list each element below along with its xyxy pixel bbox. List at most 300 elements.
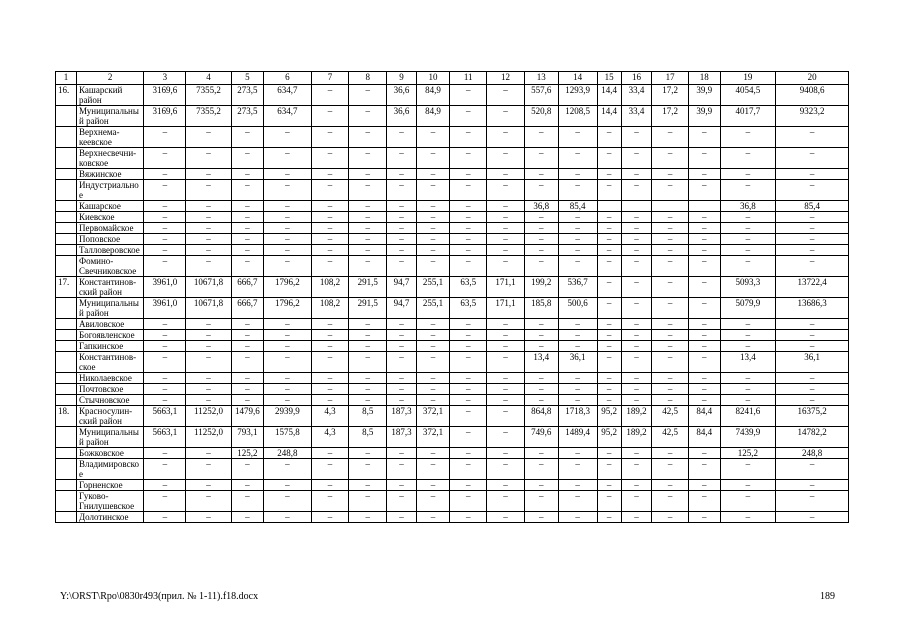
value-cell: 33,4 [621,85,652,106]
value-cell: – [231,319,264,330]
value-cell: – [487,169,525,180]
value-cell: – [450,223,487,234]
value-cell: – [689,459,721,480]
value-cell: – [349,330,387,341]
value-cell: – [349,395,387,406]
row-number-cell [56,180,77,201]
value-cell: – [387,341,416,352]
value-cell: – [186,480,231,491]
value-cell: – [652,223,689,234]
value-cell: – [416,448,450,459]
value-cell: – [144,373,186,384]
row-number-cell [56,330,77,341]
value-cell: – [558,256,597,277]
value-cell: – [186,180,231,201]
value-cell: – [311,85,349,106]
table-row [56,395,849,406]
value-cell: – [720,256,776,277]
value-cell: 13,4 [524,352,558,373]
territory-name-cell: Поповское [77,234,144,245]
value-cell: – [450,341,487,352]
value-cell: – [487,256,525,277]
territory-name-cell: Фомино-Свечниковское [77,256,144,277]
value-cell: – [311,319,349,330]
value-cell: 5079,9 [720,298,776,319]
value-cell: – [264,245,311,256]
value-cell: – [720,341,776,352]
value-cell: – [387,352,416,373]
value-cell: – [231,491,264,512]
table-row [56,406,849,427]
value-cell: – [652,234,689,245]
value-cell: – [264,319,311,330]
column-number-cell: 10 [416,72,450,85]
value-cell: – [689,448,721,459]
value-cell: – [450,406,487,427]
value-cell: – [597,148,621,169]
value-cell: – [652,169,689,180]
value-cell: – [264,341,311,352]
row-number-cell [56,319,77,330]
value-cell: – [558,127,597,148]
value-cell: – [311,384,349,395]
value-cell: 85,4 [776,201,849,212]
row-number-cell [56,512,77,523]
territory-name-cell: Константинов-ское [77,352,144,373]
value-cell: – [776,223,849,234]
value-cell: – [487,373,525,384]
value-cell: – [487,491,525,512]
value-cell: – [311,330,349,341]
value-cell: – [720,330,776,341]
value-cell: – [311,148,349,169]
value-cell: – [558,223,597,234]
value-cell: – [144,245,186,256]
value-cell: – [621,459,652,480]
table-row [56,330,849,341]
table-row [56,277,849,298]
value-cell: – [450,201,487,212]
value-cell: – [311,127,349,148]
value-cell: – [144,223,186,234]
value-cell: – [144,256,186,277]
value-cell: – [450,245,487,256]
territory-name-cell: Индустриальное [77,180,144,201]
value-cell: – [776,256,849,277]
table-row [56,341,849,352]
value-cell: – [349,512,387,523]
value-cell: – [450,448,487,459]
value-cell: – [231,256,264,277]
value-cell: – [416,480,450,491]
value-cell: – [144,330,186,341]
value-cell: 63,5 [450,298,487,319]
value-cell: – [387,491,416,512]
value-cell: – [597,330,621,341]
table-row [56,319,849,330]
value-cell: 793,1 [231,427,264,448]
value-cell: – [621,330,652,341]
row-number-cell [56,395,77,406]
value-cell: – [621,223,652,234]
value-cell: – [186,169,231,180]
value-cell: – [311,245,349,256]
value-cell: – [416,459,450,480]
value-cell: – [416,234,450,245]
value-cell [597,201,621,212]
value-cell: 291,5 [349,298,387,319]
value-cell: – [349,256,387,277]
value-cell: – [621,148,652,169]
value-cell: – [311,395,349,406]
value-cell: – [416,169,450,180]
value-cell: – [524,223,558,234]
value-cell: – [387,169,416,180]
column-number-cell: 19 [720,72,776,85]
territory-name-cell: Гуково-Гнилушевское [77,491,144,512]
value-cell: – [450,480,487,491]
value-cell: – [597,298,621,319]
value-cell: – [487,85,525,106]
column-number-cell: 16 [621,72,652,85]
value-cell: – [450,319,487,330]
table-row [56,512,849,523]
value-cell: – [231,127,264,148]
value-cell: – [311,212,349,223]
value-cell: – [487,212,525,223]
value-cell: – [387,212,416,223]
value-cell: – [387,448,416,459]
value-cell: – [524,127,558,148]
value-cell: – [652,459,689,480]
value-cell: 1796,2 [264,298,311,319]
value-cell: – [349,480,387,491]
value-cell: – [487,384,525,395]
value-cell: – [689,352,721,373]
column-number-cell: 9 [387,72,416,85]
value-cell: – [311,256,349,277]
value-cell [652,201,689,212]
value-cell: – [186,245,231,256]
value-cell: – [597,256,621,277]
value-cell: 4,3 [311,427,349,448]
value-cell: 666,7 [231,277,264,298]
value-cell: – [689,491,721,512]
value-cell: – [186,459,231,480]
value-cell: – [311,234,349,245]
value-cell: – [487,148,525,169]
value-cell: 5663,1 [144,406,186,427]
value-cell: 14,4 [597,85,621,106]
value-cell: – [689,180,721,201]
table-row [56,373,849,384]
value-cell: 7355,2 [186,106,231,127]
value-cell: – [264,491,311,512]
value-cell: – [144,459,186,480]
value-cell: – [387,127,416,148]
value-cell: – [558,180,597,201]
value-cell: – [311,459,349,480]
value-cell: – [387,384,416,395]
value-cell: 17,2 [652,106,689,127]
value-cell: 36,8 [524,201,558,212]
value-cell: 187,3 [387,406,416,427]
value-cell: – [231,180,264,201]
value-cell: – [349,223,387,234]
table-row [56,256,849,277]
row-number-cell [56,245,77,256]
value-cell: – [144,384,186,395]
value-cell: 13686,3 [776,298,849,319]
value-cell: – [416,180,450,201]
value-cell: – [186,234,231,245]
value-cell: – [487,512,525,523]
value-cell: – [524,512,558,523]
value-cell: – [776,127,849,148]
value-cell: – [597,277,621,298]
value-cell: – [652,448,689,459]
value-cell: 17,2 [652,85,689,106]
value-cell: – [621,373,652,384]
value-cell: – [311,373,349,384]
value-cell: 1489,4 [558,427,597,448]
value-cell: – [311,448,349,459]
value-cell: – [524,330,558,341]
table-row [56,427,849,448]
value-cell: – [621,395,652,406]
value-cell: – [186,148,231,169]
value-cell: 42,5 [652,406,689,427]
territory-name-cell: Верхнема-кеевское [77,127,144,148]
value-cell: – [621,341,652,352]
value-cell: – [144,201,186,212]
value-cell: – [264,234,311,245]
value-cell: – [186,395,231,406]
value-cell: – [349,352,387,373]
value-cell: – [450,234,487,245]
value-cell: – [689,223,721,234]
value-cell: 36,1 [776,352,849,373]
value-cell: – [264,148,311,169]
value-cell: – [689,169,721,180]
value-cell: – [416,319,450,330]
value-cell: – [524,319,558,330]
value-cell: – [524,212,558,223]
value-cell: – [416,256,450,277]
value-cell: 273,5 [231,106,264,127]
value-cell: – [652,480,689,491]
value-cell: – [450,127,487,148]
territory-name-cell: Константинов-ский район [77,277,144,298]
value-cell: – [349,127,387,148]
table-row [56,180,849,201]
value-cell: – [776,148,849,169]
table-row [56,234,849,245]
value-cell: – [621,491,652,512]
value-cell: – [597,180,621,201]
value-cell: – [689,298,721,319]
row-number-cell: 18. [56,406,77,427]
value-cell: 94,7 [387,298,416,319]
column-number-cell: 5 [231,72,264,85]
value-cell: – [487,319,525,330]
value-cell: – [387,245,416,256]
value-cell: – [776,212,849,223]
value-cell: – [524,341,558,352]
territory-name-cell: Кашарский район [77,85,144,106]
value-cell: – [450,330,487,341]
value-cell: – [776,480,849,491]
value-cell: – [652,330,689,341]
value-cell: – [349,106,387,127]
value-cell: – [231,223,264,234]
value-cell: – [231,212,264,223]
value-cell: – [487,201,525,212]
value-cell: 255,1 [416,277,450,298]
value-cell: – [186,352,231,373]
value-cell: – [264,384,311,395]
territory-name-cell: Долотинское [77,512,144,523]
value-cell: – [387,319,416,330]
column-number-cell: 13 [524,72,558,85]
value-cell: – [416,212,450,223]
value-cell: – [349,85,387,106]
value-cell: – [652,277,689,298]
value-cell: – [450,148,487,169]
table-row [56,212,849,223]
territory-name-cell: Красносулин-ский район [77,406,144,427]
value-cell: – [231,245,264,256]
value-cell: 13722,4 [776,277,849,298]
value-cell: 108,2 [311,277,349,298]
value-cell: – [621,234,652,245]
row-number-cell [56,106,77,127]
territory-name-cell: Муниципальный район [77,106,144,127]
value-cell: – [416,395,450,406]
value-cell: – [416,373,450,384]
value-cell: – [231,352,264,373]
table-row [56,148,849,169]
row-number-cell [56,256,77,277]
value-cell: – [558,330,597,341]
document-table-area [55,71,849,523]
value-cell: 14782,2 [776,427,849,448]
value-cell: – [144,148,186,169]
value-cell: 248,8 [776,448,849,459]
value-cell: – [487,127,525,148]
value-cell: – [652,212,689,223]
value-cell: 39,9 [689,85,721,106]
value-cell: – [416,148,450,169]
value-cell: – [186,319,231,330]
value-cell: 7355,2 [186,85,231,106]
value-cell: – [186,201,231,212]
value-cell: – [720,480,776,491]
territory-name-cell: Кашарское [77,201,144,212]
value-cell: – [689,319,721,330]
value-cell: – [311,512,349,523]
value-cell: 5093,3 [720,277,776,298]
value-cell: – [231,384,264,395]
value-cell: – [689,384,721,395]
value-cell: – [776,384,849,395]
value-cell: – [652,148,689,169]
row-number-cell [56,427,77,448]
value-cell: – [524,180,558,201]
value-cell: – [524,448,558,459]
value-cell: – [652,373,689,384]
value-cell: – [776,512,849,523]
value-cell: – [450,459,487,480]
value-cell: – [349,491,387,512]
value-cell: – [621,256,652,277]
row-number-cell [56,223,77,234]
value-cell: – [387,459,416,480]
value-cell: 185,8 [524,298,558,319]
value-cell: – [558,395,597,406]
value-cell: – [621,127,652,148]
value-cell: – [597,127,621,148]
value-cell: – [597,212,621,223]
value-cell: – [349,201,387,212]
value-cell: – [621,298,652,319]
table-row [56,201,849,212]
value-cell: – [689,234,721,245]
territory-name-cell: Николаевское [77,373,144,384]
value-cell: – [558,319,597,330]
value-cell: – [558,245,597,256]
value-cell: – [231,341,264,352]
row-number-cell [56,201,77,212]
value-cell: 199,2 [524,277,558,298]
column-number-cell: 11 [450,72,487,85]
value-cell: – [231,169,264,180]
value-cell: – [652,341,689,352]
value-cell: – [231,148,264,169]
value-cell: 666,7 [231,298,264,319]
value-cell: 187,3 [387,427,416,448]
value-cell [689,201,721,212]
page-number: 189 [820,591,835,602]
table-row [56,127,849,148]
table-row [56,169,849,180]
value-cell: – [689,256,721,277]
table-row [56,448,849,459]
column-number-cell: 2 [77,72,144,85]
value-cell: 84,9 [416,85,450,106]
value-cell: – [186,373,231,384]
value-cell: – [186,223,231,234]
value-cell: – [597,448,621,459]
value-cell: – [720,169,776,180]
value-cell: – [689,512,721,523]
value-cell: – [349,169,387,180]
value-cell: – [652,319,689,330]
value-cell: – [558,459,597,480]
value-cell: – [186,448,231,459]
value-cell: – [776,395,849,406]
value-cell: – [689,330,721,341]
value-cell: – [558,384,597,395]
value-cell: – [689,148,721,169]
value-cell: – [487,245,525,256]
value-cell: – [416,341,450,352]
territory-name-cell: Вяжинское [77,169,144,180]
column-number-cell: 1 [56,72,77,85]
value-cell: – [720,384,776,395]
value-cell: – [264,127,311,148]
value-cell: – [776,459,849,480]
